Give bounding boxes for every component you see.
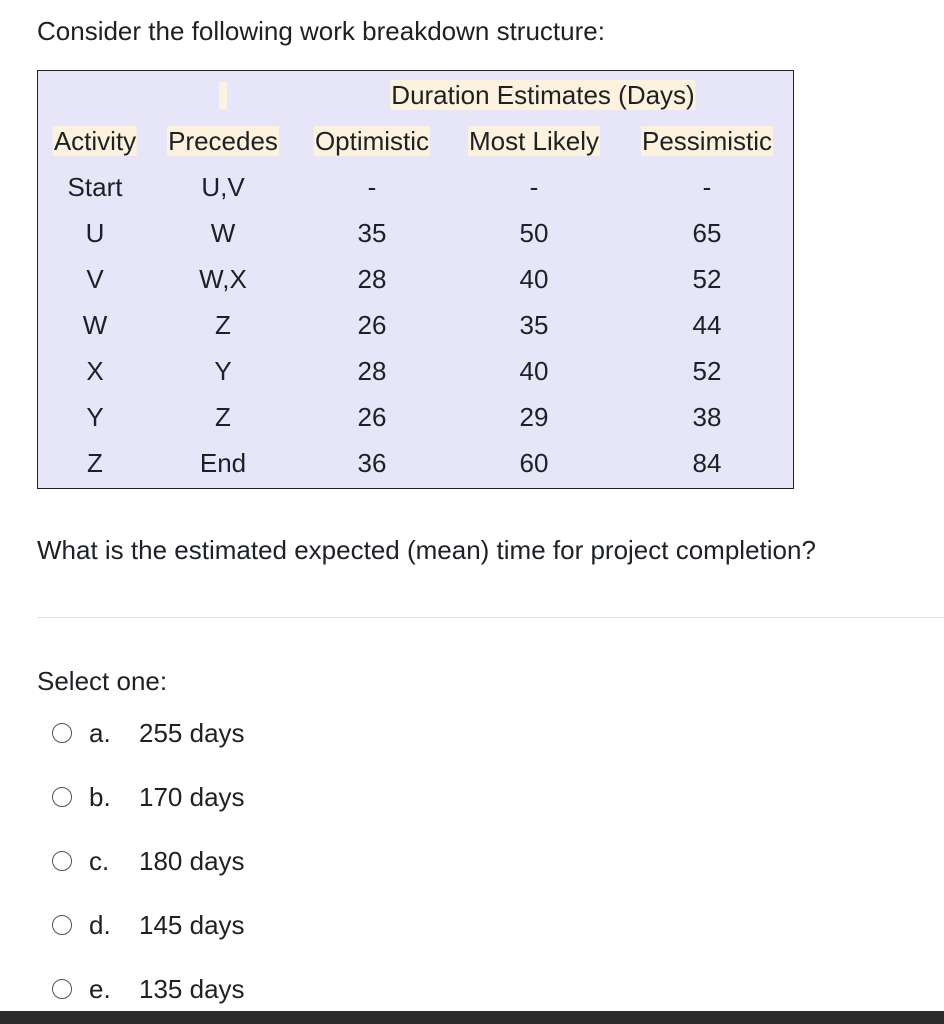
option-text[interactable]: 135 days [139, 973, 245, 1004]
table-cell: 52 [692, 264, 722, 294]
answer-option-d[interactable] [52, 907, 245, 943]
table-cell: Z [215, 402, 231, 432]
divider [37, 617, 944, 618]
table-cell: 65 [692, 218, 722, 248]
table-cell: 52 [692, 356, 722, 386]
option-text[interactable]: 255 days [139, 717, 245, 748]
header-highlight-mark [219, 82, 227, 109]
table-cell: Start [67, 172, 123, 202]
table-cell: 36 [357, 448, 387, 478]
table-cell: U,V [201, 172, 245, 202]
table-cell: 50 [519, 218, 549, 248]
column-header-precedes: Precedes [168, 126, 278, 156]
table-cell: W [210, 218, 236, 248]
question-text: What is the estimated expected (mean) time for project completion? [37, 535, 816, 565]
option-letter: c. [89, 845, 110, 876]
table-cell: W [82, 310, 108, 340]
table-cell: V [86, 264, 104, 294]
option-text[interactable]: 145 days [139, 909, 245, 940]
table-cell: X [86, 356, 104, 386]
radio-button-icon[interactable] [52, 915, 72, 935]
answer-option-c[interactable] [52, 843, 245, 879]
table-cell: 29 [519, 402, 549, 432]
bottom-bar [0, 1011, 944, 1024]
table-cell: Z [87, 448, 103, 478]
table-cell: - [702, 172, 712, 202]
option-text[interactable]: 170 days [139, 781, 245, 812]
table-cell: 60 [519, 448, 549, 478]
column-header-pessimistic: Pessimistic [641, 126, 773, 156]
column-header-optimistic: Optimistic [314, 126, 430, 156]
radio-button-icon[interactable] [52, 723, 72, 743]
answer-option-e[interactable] [52, 971, 245, 1007]
option-letter: a. [89, 717, 111, 748]
option-letter: d. [89, 909, 111, 940]
table-cell: 26 [357, 310, 387, 340]
table-cell: 38 [692, 402, 722, 432]
table-cell: - [367, 172, 377, 202]
table-cell: 44 [692, 310, 722, 340]
table-cell: 28 [357, 356, 387, 386]
table-cell: Y [86, 402, 104, 432]
answer-option-b[interactable] [52, 779, 245, 815]
table-cell: 28 [357, 264, 387, 294]
table-cell: W,X [199, 264, 247, 294]
table-cell: 40 [519, 356, 549, 386]
option-letter: b. [89, 781, 111, 812]
group-header: Duration Estimates (Days) [391, 80, 695, 110]
column-header-most-likely: Most Likely [468, 126, 600, 156]
radio-button-icon[interactable] [52, 787, 72, 807]
table-cell: 35 [357, 218, 387, 248]
table-cell: 84 [692, 448, 722, 478]
answer-option-a[interactable] [52, 715, 245, 751]
wbs-table [37, 70, 794, 489]
table-cell: 26 [357, 402, 387, 432]
radio-button-icon[interactable] [52, 851, 72, 871]
table-cell: 40 [519, 264, 549, 294]
radio-button-icon[interactable] [52, 979, 72, 999]
column-header-activity: Activity [53, 126, 137, 156]
table-cell: U [85, 218, 105, 248]
table-cell: Y [214, 356, 232, 386]
option-letter: e. [89, 973, 111, 1004]
select-one-label: Select one: [37, 666, 168, 696]
table-cell: 35 [519, 310, 549, 340]
table-cell: End [199, 448, 247, 478]
option-text[interactable]: 180 days [139, 845, 245, 876]
intro-text: Consider the following work breakdown structure: [37, 16, 605, 46]
table-cell: - [529, 172, 539, 202]
table-cell: Z [215, 310, 231, 340]
